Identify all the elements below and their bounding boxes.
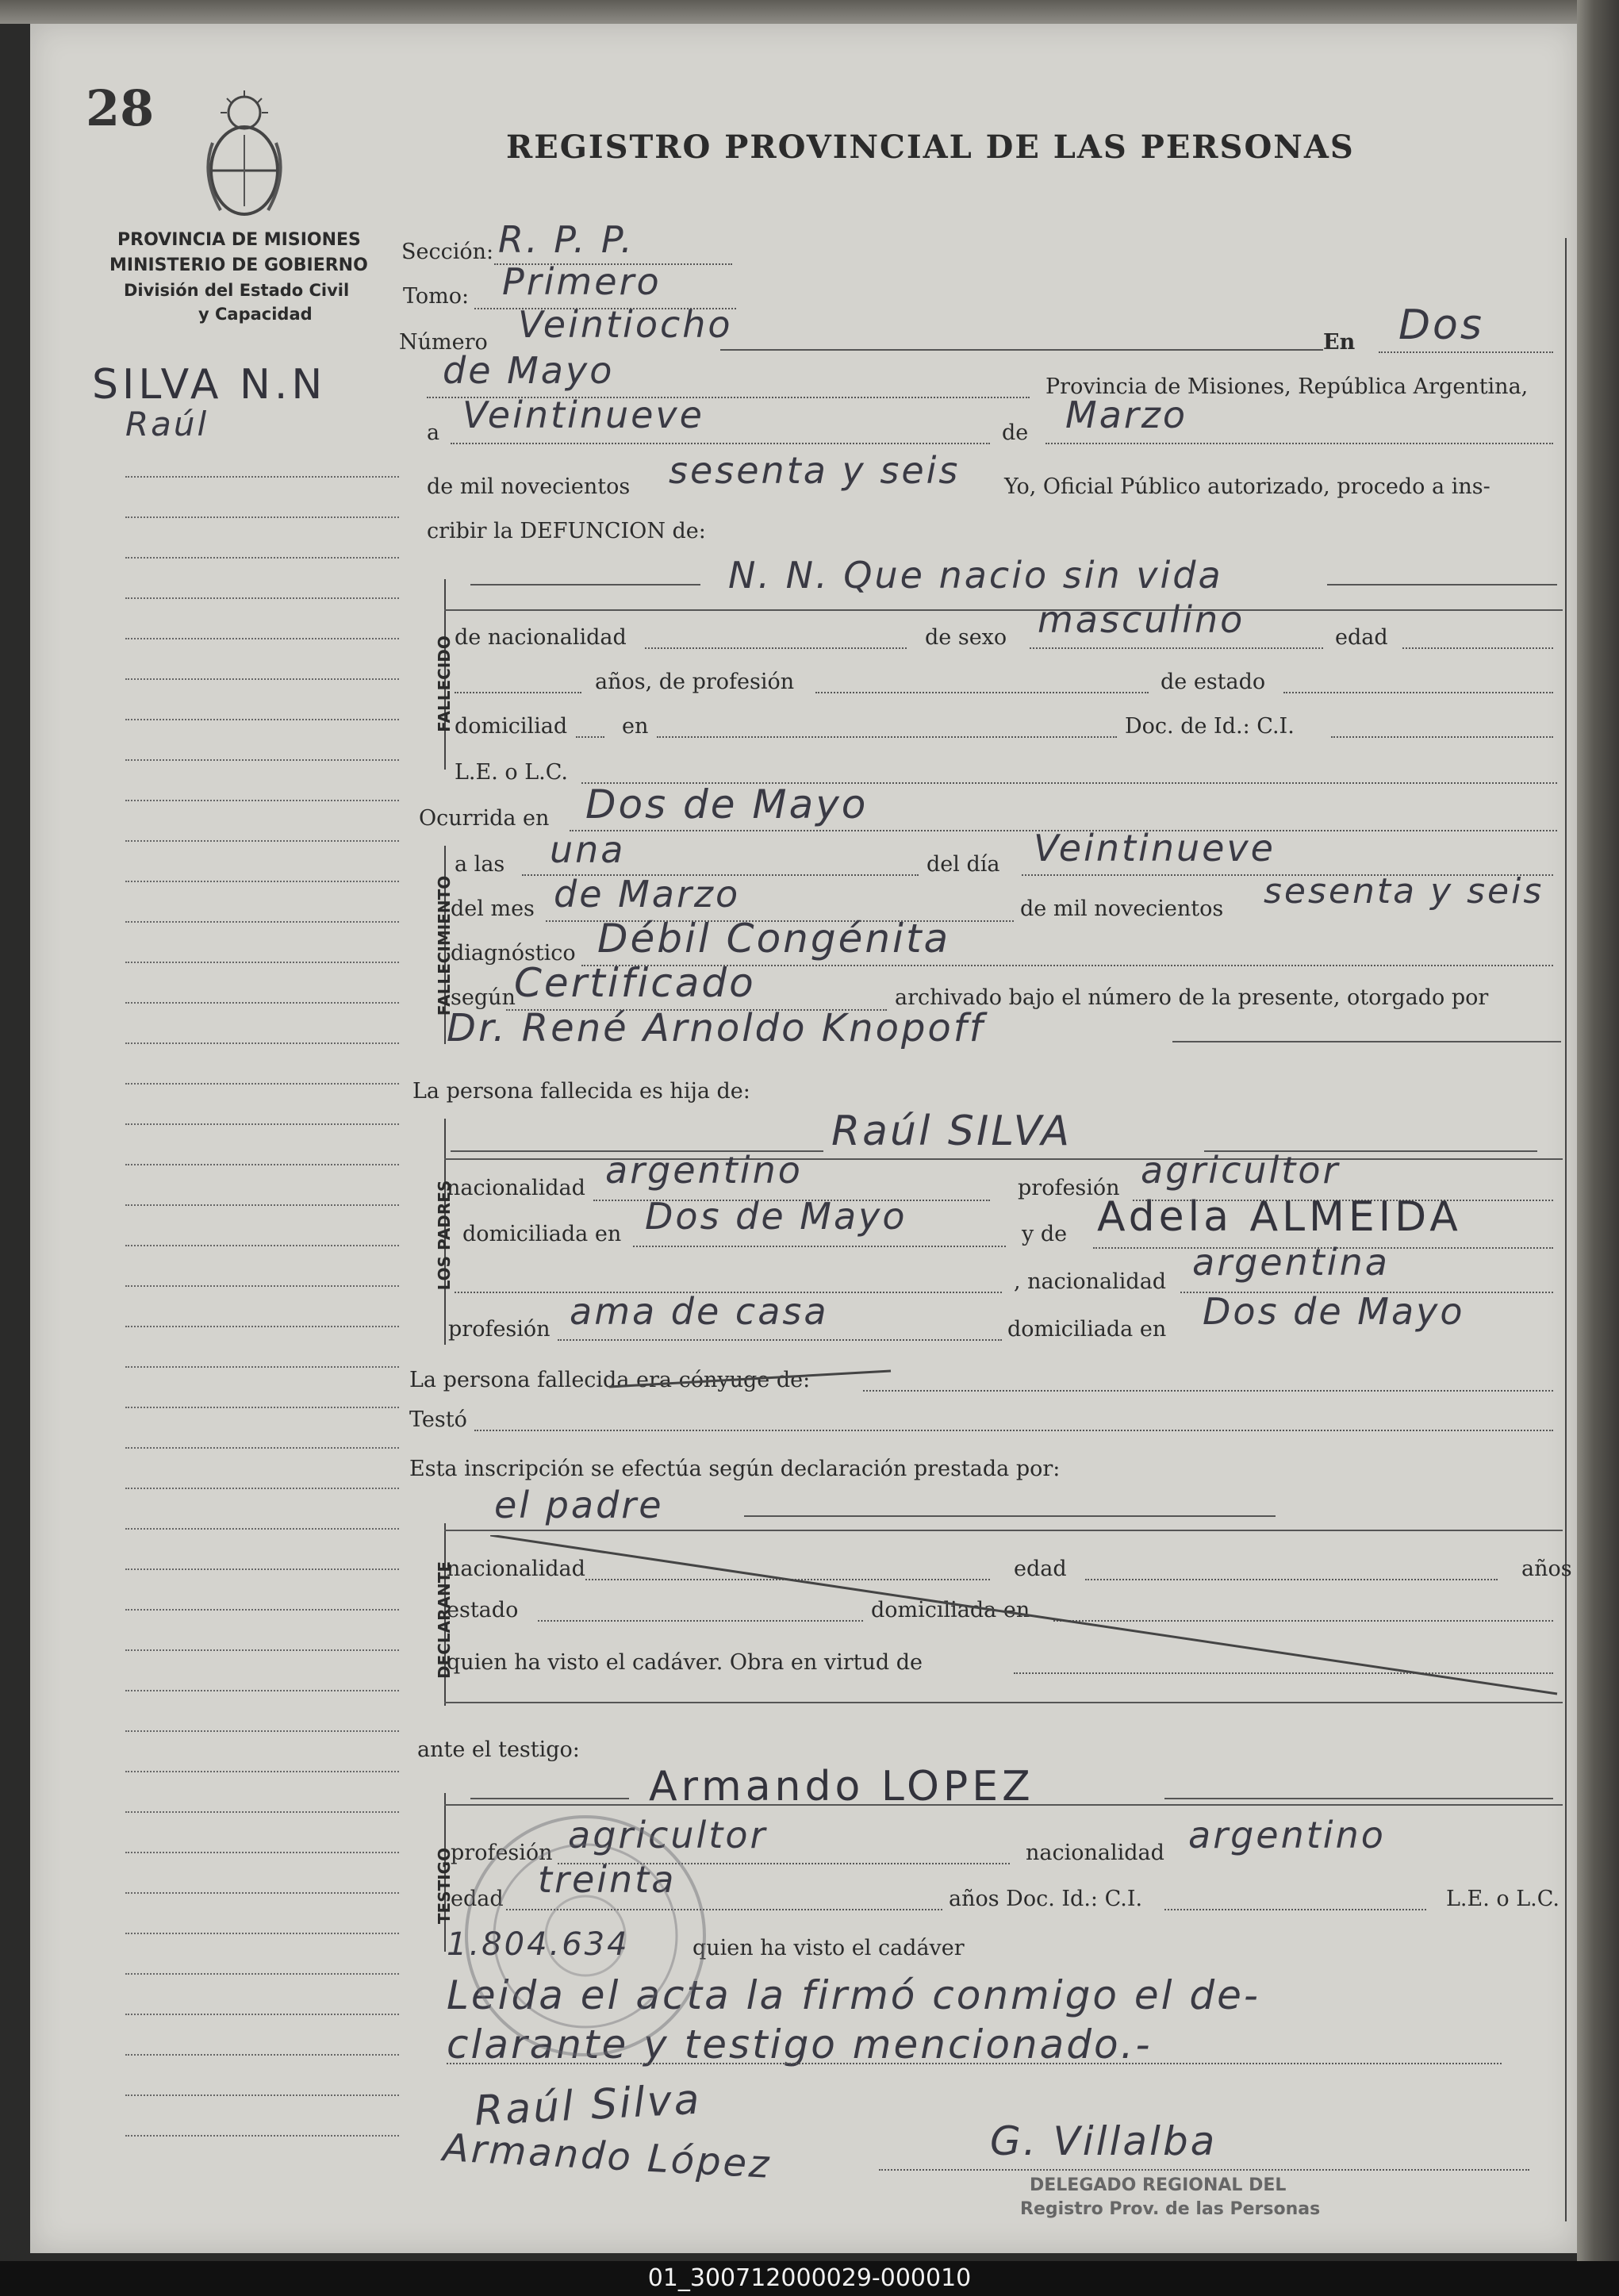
- testigo-name: Armando LOPEZ: [649, 1763, 1034, 1810]
- margin-rule-line: [125, 597, 399, 599]
- margin-rule-line: [125, 516, 399, 518]
- testigo-nacionalidad-value: argentino: [1188, 1814, 1386, 1856]
- image-id-footer: 01_300712000029-000010: [0, 2261, 1619, 2296]
- margin-rule-line: [125, 1285, 399, 1287]
- margin-rule-line: [125, 678, 399, 680]
- margin-rule-line: [125, 1002, 399, 1004]
- margin-rule-line: [125, 1245, 399, 1246]
- madre-domicilio-value: Dos de Mayo: [1203, 1290, 1465, 1333]
- ocurrida-value: Dos de Mayo: [585, 781, 869, 827]
- madre-domicilio-label: domiciliada en: [1007, 1317, 1167, 1342]
- signature-declarante: Raúl Silva: [473, 2075, 703, 2136]
- declarante-anos-label: años: [1521, 1557, 1572, 1581]
- fallecido-estado-label: de estado: [1161, 670, 1266, 694]
- fallecido-doc-label: Doc. de Id.: C.I.: [1125, 714, 1295, 739]
- fallecido-anos-label: años, de profesión: [595, 670, 795, 694]
- en-label: En: [1323, 330, 1356, 355]
- signature-oficial: G. Villalba: [990, 2118, 1218, 2164]
- testigo-edad-value: treinta: [538, 1858, 677, 1901]
- right-border: [1565, 238, 1567, 2221]
- numero-value: Veintiocho: [518, 303, 733, 346]
- declarante-label: DECLARANTE: [435, 1561, 454, 1680]
- declarante-nacionalidad-label: nacionalidad: [447, 1557, 585, 1581]
- ante-text: ante el testigo:: [417, 1737, 580, 1762]
- dia-value: Veintinueve: [1034, 827, 1276, 870]
- margin-rule-line: [125, 1326, 399, 1327]
- margin-rule-line: [125, 840, 399, 842]
- anio-value: sesenta y seis: [1264, 871, 1544, 912]
- margin-rule-line: [125, 1488, 399, 1489]
- seccion-value: R. P. P.: [498, 218, 635, 261]
- archivado-text: archivado bajo el número de la presente, otorgado por: [895, 985, 1489, 1010]
- seccion-label: Sección:: [401, 240, 494, 264]
- margin-rule-line: [125, 1690, 399, 1691]
- org-line-3: División del Estado Civil: [124, 281, 350, 300]
- defuncion-text: cribir la DEFUNCION de:: [427, 519, 706, 543]
- fallecimiento-label: FALLECIMIENTO: [435, 875, 454, 1016]
- padre-value: Raúl SILVA: [831, 1108, 1072, 1155]
- padre-profesion-label: profesión: [1018, 1176, 1120, 1200]
- margin-given-name: Raúl: [125, 405, 209, 443]
- closing-line-1: Leida el acta la firmó conmigo el de-: [447, 1972, 1260, 2018]
- numero-label: Número: [399, 330, 488, 355]
- hora-value: una: [550, 828, 626, 871]
- margin-surname: SILVA N.N: [92, 361, 327, 409]
- fallecido-name: N. N. Que nacio sin vida: [728, 554, 1223, 597]
- margin-rule-line: [125, 881, 399, 882]
- margin-rule-line: [125, 1204, 399, 1206]
- padres-label: LOS PADRES: [435, 1180, 454, 1291]
- margin-rule-line: [125, 1973, 399, 1975]
- margin-rule-line: [125, 1568, 399, 1570]
- month-value: Marzo: [1065, 394, 1188, 436]
- a-label: a: [427, 420, 440, 445]
- testigo-doc-value: 1.804.634: [447, 1926, 630, 1963]
- fallecido-edad-label: edad: [1335, 625, 1388, 650]
- madre-value: Adela ALMEIDA: [1097, 1193, 1462, 1241]
- registry-title: REGISTRO PROVINCIAL DE LAS PERSONAS: [506, 129, 1355, 166]
- ocurrida-label: Ocurrida en: [419, 806, 550, 831]
- margin-rule-line: [125, 1649, 399, 1651]
- org-line-2: MINISTERIO DE GOBIERNO: [109, 255, 368, 275]
- fallecido-label: FALLECIDO: [435, 635, 454, 732]
- padre-profesion-value: agricultor: [1141, 1149, 1341, 1192]
- margin-rule-line: [125, 1609, 399, 1611]
- margin-rule-line: [125, 1528, 399, 1530]
- declarante-value: el padre: [494, 1484, 664, 1526]
- margin-rule-line: [125, 1407, 399, 1408]
- org-line-4: y Capacidad: [198, 305, 313, 324]
- margin-rule-line: [125, 1933, 399, 1934]
- margin-rule-line: [125, 1164, 399, 1165]
- margin-rule-line: [125, 2135, 399, 2137]
- fallecido-sexo-value: masculino: [1038, 598, 1245, 641]
- conyuge-text: La persona fallecida era cónyuge de:: [409, 1368, 811, 1392]
- del-mes-label: del mes: [451, 897, 535, 921]
- margin-rule-line: [125, 2094, 399, 2096]
- fallecido-sexo-label: de sexo: [925, 625, 1007, 650]
- fallecido-nacionalidad-label: de nacionalidad: [455, 625, 627, 650]
- declarante-estado-label: estado: [447, 1598, 519, 1622]
- padre-domicilio-label: domiciliada en: [462, 1222, 622, 1246]
- strike-line-2: [490, 1535, 1561, 1710]
- segun-label: según: [451, 985, 516, 1010]
- diagnostico-value: Débil Congénita: [597, 916, 951, 962]
- testigo-visto-text: quien ha visto el cadáver: [692, 1936, 965, 1960]
- tomo-label: Tomo:: [403, 284, 470, 309]
- doctor-value: Dr. René Arnoldo Knopoff: [447, 1006, 985, 1050]
- de-label: de: [1002, 420, 1029, 445]
- mil-label: de mil novecientos: [1020, 897, 1224, 921]
- org-line-1: PROVINCIA DE MISIONES: [117, 230, 361, 250]
- fallecido-en-label: en: [622, 714, 649, 739]
- provincia-text: Provincia de Misiones, República Argentina,: [1045, 374, 1529, 399]
- testo-label: Testó: [409, 1407, 467, 1432]
- coat-of-arms-icon: [197, 87, 292, 226]
- a-las-label: a las: [455, 852, 505, 877]
- testigo-edad-label: edad: [451, 1887, 504, 1911]
- book-spine: [1577, 0, 1619, 2261]
- margin-rule-line: [125, 759, 399, 761]
- margin-rule-line: [125, 719, 399, 720]
- madre-nacionalidad-label: , nacionalidad: [1014, 1269, 1167, 1294]
- oficial-text: Yo, Oficial Público autorizado, procedo a ins-: [1004, 474, 1490, 499]
- stamp-line-1: DELEGADO REGIONAL DEL: [1030, 2175, 1287, 2195]
- inscripcion-text: Esta inscripción se efectúa según declaración prestada por:: [409, 1457, 1061, 1481]
- en-value: Dos: [1398, 301, 1484, 349]
- margin-rule-line: [125, 1083, 399, 1085]
- padre-nacionalidad-value: argentino: [605, 1149, 803, 1192]
- margin-rule-line: [125, 1123, 399, 1125]
- a-value: Veintinueve: [462, 394, 704, 436]
- margin-rule-line: [125, 476, 399, 478]
- testigo-profesion-label: profesión: [451, 1841, 553, 1865]
- book-top-edge: [0, 0, 1619, 24]
- margin-rule-line: [125, 800, 399, 801]
- tomo-value: Primero: [502, 260, 662, 303]
- margin-rule-line: [125, 1042, 399, 1044]
- official-seal-icon: [458, 1809, 712, 2063]
- testigo-nacionalidad-label: nacionalidad: [1026, 1841, 1164, 1865]
- margin-rule-line: [125, 1852, 399, 1853]
- testigo-label: TESTIGO: [435, 1847, 454, 1925]
- segun-value: Certificado: [514, 960, 756, 1006]
- margin-rule-line: [125, 1892, 399, 1894]
- year-value: sesenta y seis: [669, 449, 961, 492]
- margin-rule-line: [125, 1447, 399, 1449]
- margin-rule-line: [125, 638, 399, 639]
- declarante-edad-label: edad: [1014, 1557, 1067, 1581]
- declarante-domiciliada-label: domiciliada en: [871, 1598, 1030, 1622]
- padre-domicilio-value: Dos de Mayo: [645, 1195, 907, 1238]
- margin-rule-line: [125, 962, 399, 963]
- mes-value: de Marzo: [554, 873, 741, 916]
- diagnostico-label: diagnóstico: [451, 941, 576, 966]
- margin-rule-line: [125, 2014, 399, 2015]
- place-value: de Mayo: [443, 349, 615, 392]
- margin-rule-line: [125, 1771, 399, 1772]
- margin-rule-line: [125, 921, 399, 923]
- hija-text: La persona fallecida es hija de:: [412, 1079, 750, 1104]
- margin-rule-line: [125, 2054, 399, 2056]
- closing-line-2: clarante y testigo mencionado.-: [447, 2021, 1153, 2068]
- y-de-label: y de: [1022, 1222, 1068, 1246]
- year-prefix: de mil novecientos: [427, 474, 631, 499]
- testigo-le-label: L.E. o L.C.: [1446, 1887, 1560, 1911]
- fallecido-domiciliad-label: domiciliad: [455, 714, 568, 739]
- document-page: [30, 24, 1577, 2253]
- signature-testigo: Armando López: [441, 2125, 773, 2187]
- testigo-profesion-value: agricultor: [568, 1814, 768, 1856]
- stamp-line-2: Registro Prov. de las Personas: [1020, 2199, 1321, 2219]
- margin-rule-line: [125, 1811, 399, 1813]
- testigo-anos-doc-label: años Doc. Id.: C.I.: [949, 1887, 1143, 1911]
- declarante-visto-text: quien ha visto el cadáver. Obra en virtud de: [447, 1650, 923, 1675]
- strike-line-1: [609, 1365, 895, 1396]
- margin-rule-line: [125, 1366, 399, 1368]
- margin-rule-line: [125, 557, 399, 559]
- fallecido-le-label: L.E. o L.C.: [455, 760, 569, 785]
- madre-nacionalidad-value: argentina: [1192, 1241, 1390, 1284]
- madre-profesion-label: profesión: [448, 1317, 551, 1342]
- del-dia-label: del día: [927, 852, 1000, 877]
- margin-rule-line: [125, 1730, 399, 1732]
- madre-profesion-value: ama de casa: [570, 1290, 829, 1333]
- padre-nacionalidad-label: nacionalidad: [447, 1176, 585, 1200]
- page-number: 28: [86, 79, 155, 137]
